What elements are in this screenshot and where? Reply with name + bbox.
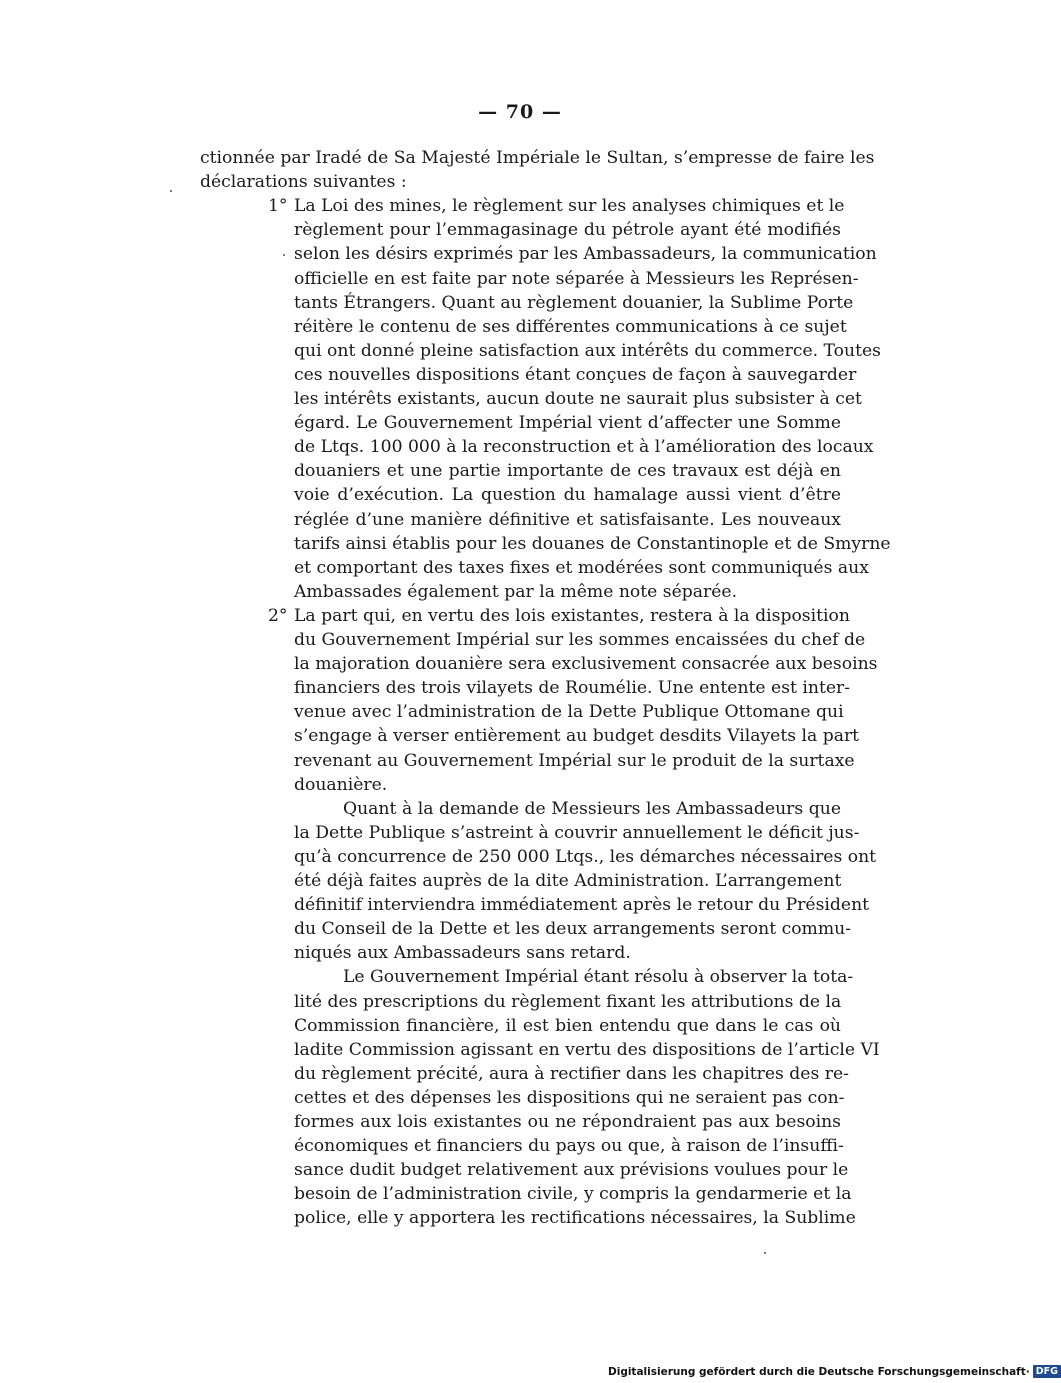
- item-line: La part qui, en vertu des lois existantes, restera à la disposition: [294, 605, 850, 626]
- paragraph-line: sance dudit budget relativement aux prévisions voulues pour le: [294, 1160, 849, 1181]
- item-line: règlement pour l’emmagasinage du pétrole ayant été modifiés: [294, 220, 841, 241]
- speck: [283, 254, 285, 256]
- intro-line: ctionnée par Iradé de Sa Majesté Impériale le Sultan, s’empresse de faire les: [200, 148, 875, 168]
- paragraph-line: ladite Commission agissant en vertu des dispositions de l’article VI: [294, 1039, 880, 1060]
- speck: [764, 1252, 766, 1254]
- list-marker: 1°: [268, 196, 288, 217]
- item-line: réglée d’une manière définitive et satisfaisante. Les nouveaux: [294, 509, 841, 530]
- item-line: venue avec l’administration de la Dette Publique Ottomane qui: [294, 702, 844, 723]
- item-line: tarifs ainsi établis pour les douanes de Constantinople et de Smyrne: [294, 533, 891, 554]
- item-line: Ambassades également par la même note séparée.: [294, 581, 738, 602]
- item-line: La Loi des mines, le règlement sur les analyses chimiques et le: [294, 196, 845, 217]
- item-line: tants Étrangers. Quant au règlement douanier, la Sublime Porte: [294, 292, 854, 313]
- paragraph-line: du règlement précité, aura à rectifier dans les chapitres des re-: [294, 1063, 849, 1084]
- page-number: — 70 —: [478, 101, 562, 123]
- paragraph-line: police, elle y apportera les rectifications nécessaires, la Sublime: [294, 1208, 856, 1229]
- paragraph-line: qu’à concurrence de 250 000 Ltqs., les démarches nécessaires ont: [294, 846, 877, 867]
- dfg-logo-icon: DFG: [1033, 1365, 1061, 1378]
- item-line: la majoration douanière sera exclusivement consacrée aux besoins: [294, 654, 878, 675]
- paragraph-line: besoin de l’administration civile, y compris la gendarmerie et la: [294, 1184, 852, 1205]
- item-line: douaniers et une partie importante de ces travaux est déjà en: [294, 461, 841, 482]
- item-line: qui ont donné pleine satisfaction aux intérêts du commerce. Toutes: [294, 340, 881, 361]
- speck: [170, 190, 172, 192]
- paragraph-line: cettes et des dépenses les dispositions qui ne seraient pas con-: [294, 1087, 845, 1108]
- paragraph-first-line: Le Gouvernement Impérial étant résolu à observer la tota-: [343, 967, 854, 988]
- paragraph-line: lité des prescriptions du règlement fixant les attributions de la: [294, 991, 842, 1012]
- item-line: réitère le contenu de ses différentes communications à ce sujet: [294, 316, 847, 337]
- item-line: selon les désirs exprimés par les Ambassadeurs, la communication: [294, 244, 877, 265]
- item-line: de Ltqs. 100 000 à la reconstruction et à l’amélioration des locaux: [294, 437, 874, 458]
- paragraph-line: niqués aux Ambassadeurs sans retard.: [294, 943, 631, 964]
- paragraph-line: économiques et financiers du pays ou que, à raison de l’insuffi-: [294, 1136, 844, 1157]
- paragraph-line: du Conseil de la Dette et les deux arrangements seront commu-: [294, 919, 852, 940]
- paragraph-first-line: Quant à la demande de Messieurs les Ambassadeurs que: [343, 798, 841, 819]
- footer-text: Digitalisierung gefördert durch die Deutsche Forschungsgemeinschaft: [608, 1366, 1026, 1378]
- paragraph-line: la Dette Publique s’astreint à couvrir annuellement le déficit jus-: [294, 822, 860, 843]
- paragraph-line: Commission financière, il est bien entendu que dans le cas où: [294, 1015, 841, 1036]
- digitization-footer: Digitalisierung gefördert durch die Deutsche Forschungsgemeinschaft· DFG: [608, 1365, 998, 1379]
- item-line: revenant au Gouvernement Impérial sur le produit de la surtaxe: [294, 750, 855, 771]
- item-line: douanière.: [294, 774, 388, 795]
- item-line: voie d’exécution. La question du hamalage aussi vient d’être: [294, 485, 841, 506]
- item-line: financiers des trois vilayets de Roumélie. Une entente est inter-: [294, 678, 851, 699]
- item-line: ces nouvelles dispositions étant conçues de façon à sauvegarder: [294, 364, 857, 385]
- paragraph-line: définitif interviendra immédiatement après le retour du Président: [294, 895, 870, 916]
- list-marker: 2°: [268, 605, 288, 626]
- item-line: s’engage à verser entièrement au budget desdits Vilayets la part: [294, 726, 860, 747]
- paragraph-line: été déjà faites auprès de la dite Administration. L’arrangement: [294, 871, 842, 891]
- item-line: officielle en est faite par note séparée à Messieurs les Représen-: [294, 268, 859, 289]
- item-line: et comportant des taxes fixes et modérées sont communiqués aux: [294, 557, 869, 578]
- item-line: égard. Le Gouvernement Impérial vient d’affecter une Somme: [294, 413, 841, 434]
- item-line: les intérêts existants, aucun doute ne saurait plus subsister à cet: [294, 389, 862, 409]
- intro-line: déclarations suivantes :: [200, 172, 407, 193]
- paragraph-line: formes aux lois existantes ou ne répondraient pas aux besoins: [294, 1112, 841, 1132]
- item-line: du Gouvernement Impérial sur les sommes encaissées du chef de: [294, 630, 866, 650]
